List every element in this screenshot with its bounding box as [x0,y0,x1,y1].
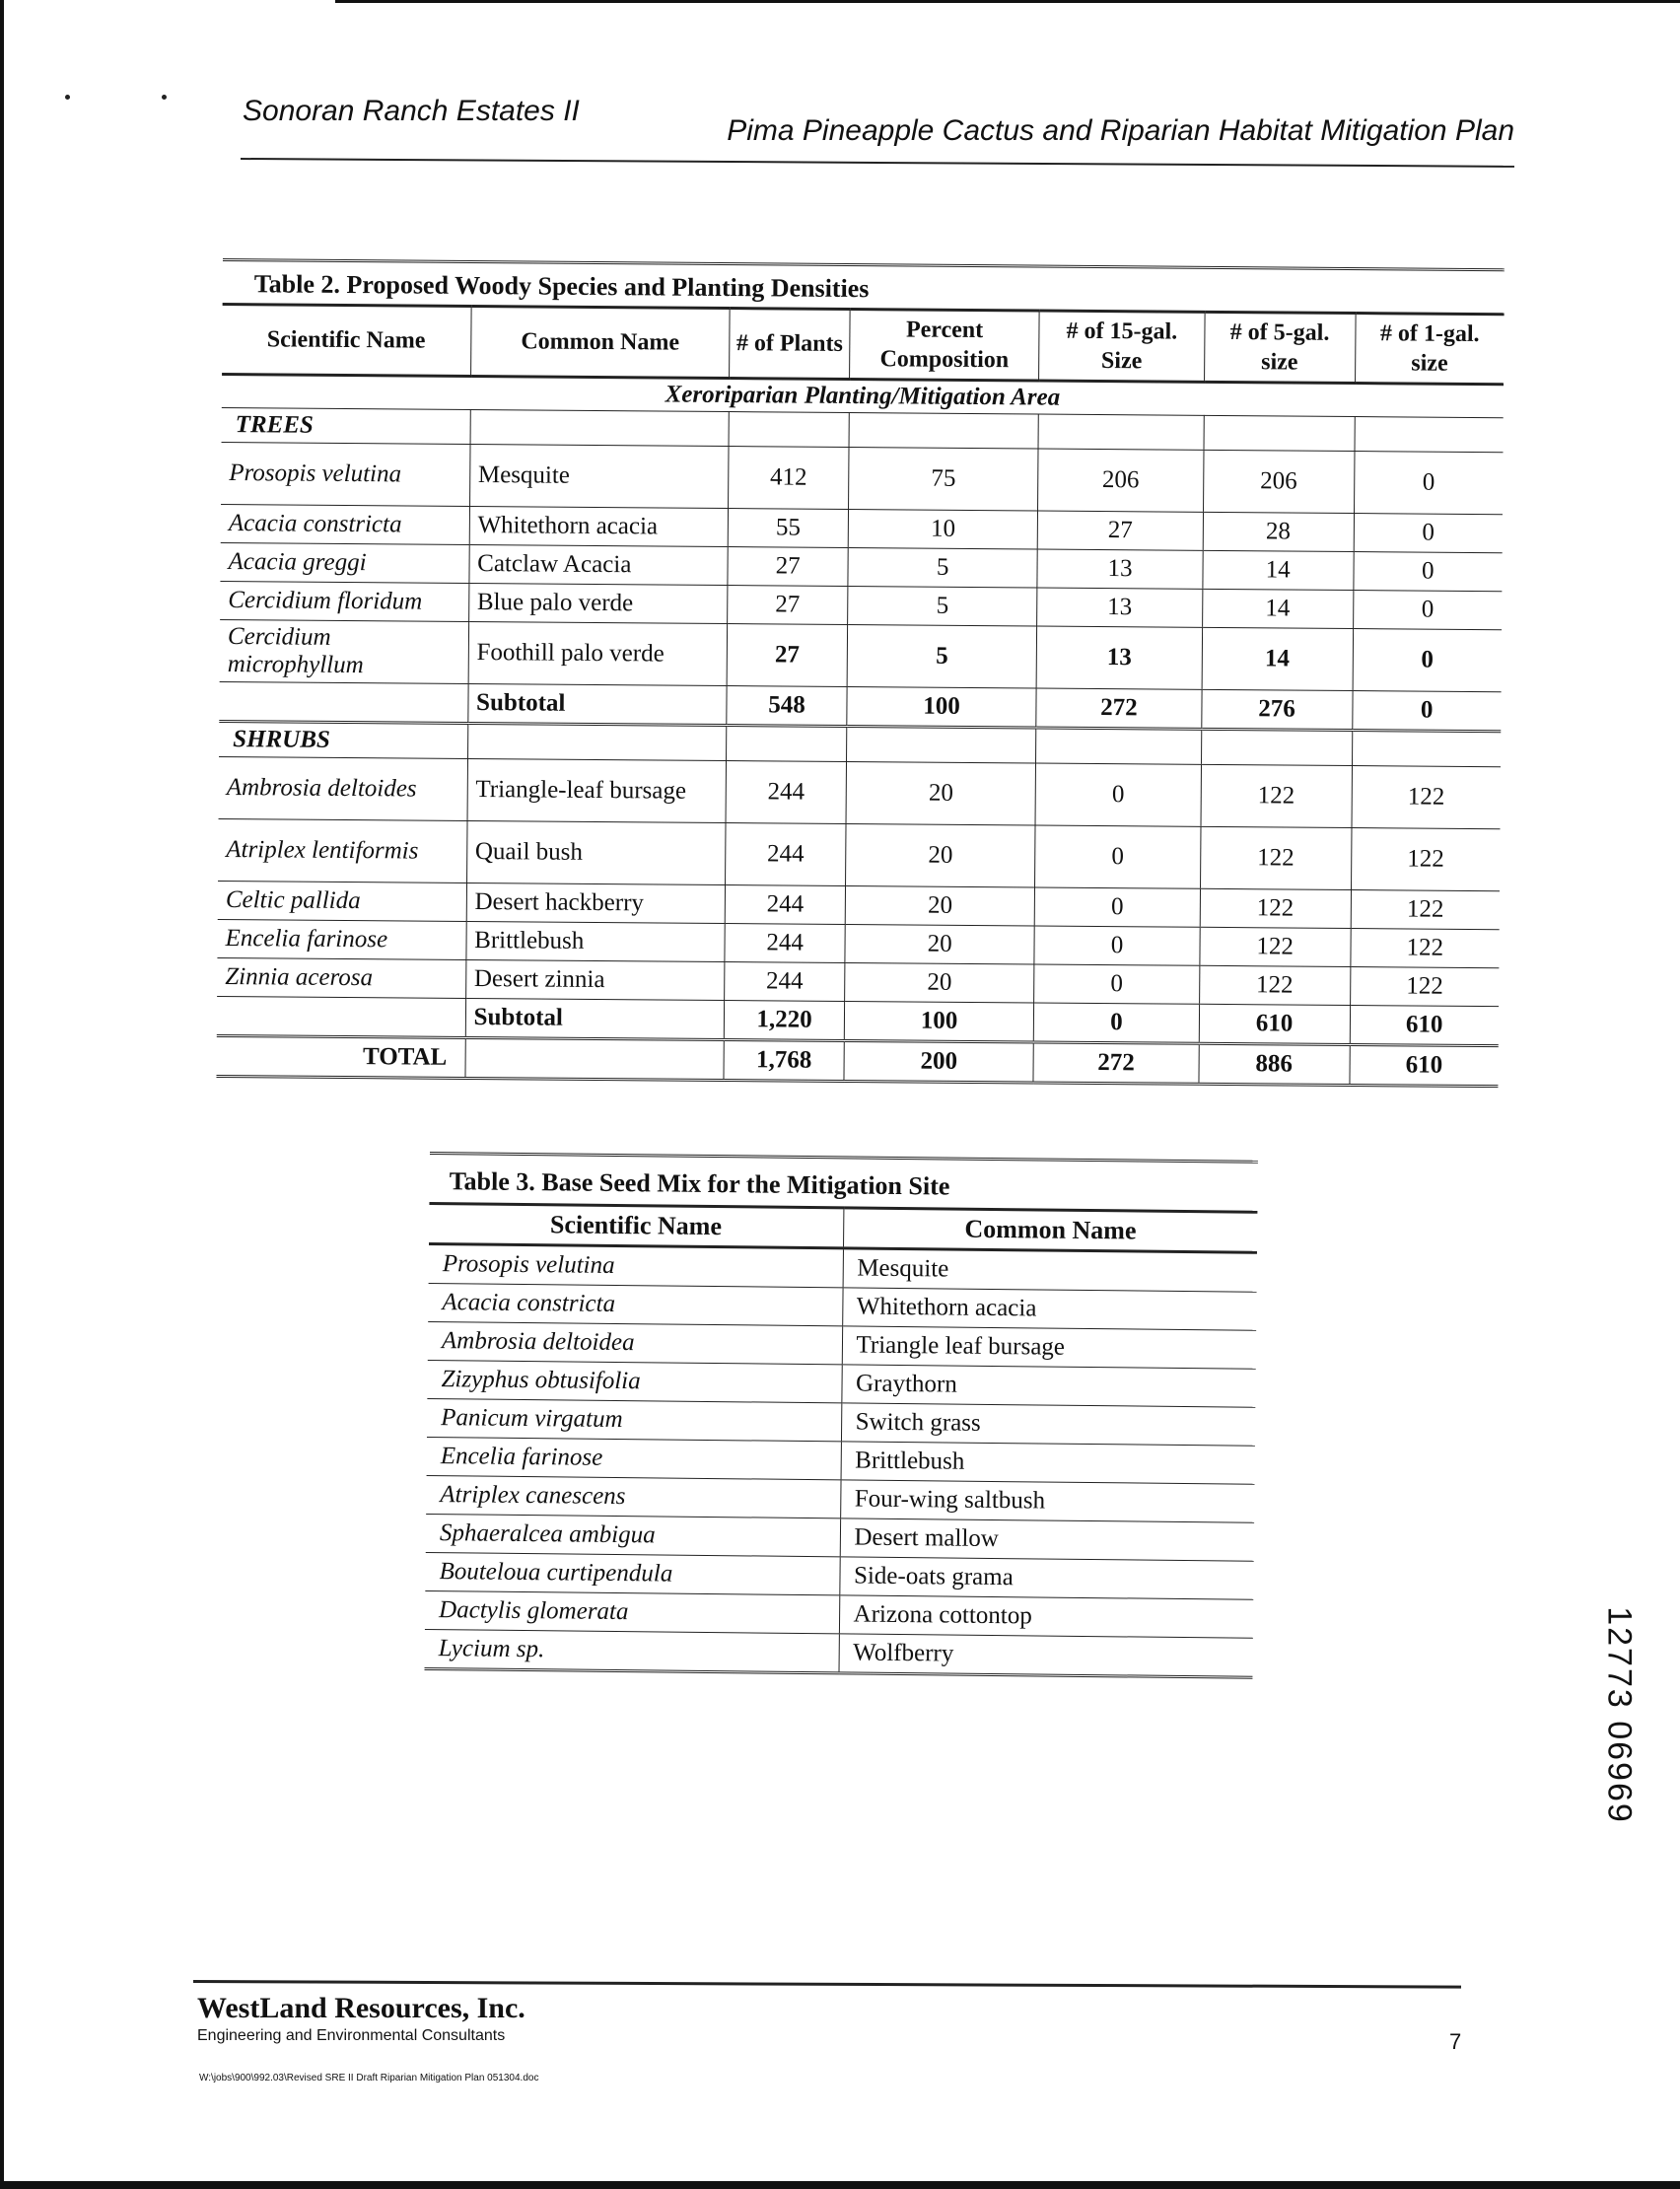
count-15-gal: 0 [1034,1003,1200,1043]
count-5-gal: 122 [1199,965,1350,1005]
common-name: Desert zinnia [465,959,725,1000]
count-1-gal: 0 [1352,691,1501,732]
count-5-gal: 276 [1201,689,1352,730]
common-name: Brittlebush [841,1442,1255,1484]
count-5-gal: 14 [1202,589,1353,628]
scan-border-top [335,0,1680,3]
subtotal-label: Subtotal [465,998,725,1039]
count-5-gal: 122 [1200,927,1351,966]
scientific-name: Cercidium microphyllum [220,619,469,683]
percent-composition: 5 [848,547,1038,588]
common-name: Desert mallow [840,1518,1254,1561]
plants-count: 27 [728,586,848,625]
plants-count: 244 [726,761,846,824]
empty-cell [727,726,847,762]
scan-speck [162,95,167,100]
count-1-gal: 610 [1350,1045,1499,1087]
plants-count: 1,768 [724,1040,844,1082]
total-label: TOTAL [216,1035,464,1078]
empty-cell [1204,415,1355,451]
scientific-name: Acacia constricta [428,1283,842,1325]
empty-cell [1038,414,1204,450]
empty-cell [849,412,1038,449]
table-3 [424,1152,1257,1679]
scientific-name: Ambrosia deltoidea [428,1321,842,1364]
empty-cell [1352,731,1501,767]
scientific-name: Prosopis velutina [429,1243,843,1287]
count-5-gal: 206 [1203,450,1354,513]
count-1-gal: 122 [1352,766,1501,829]
column-header: Common Name [470,306,730,378]
count-15-gal: 272 [1033,1042,1199,1084]
column-header: Common Name [843,1208,1257,1252]
empty-cell [465,1037,725,1080]
footer-company-name: WestLand Resources, Inc. [197,1992,525,2024]
table-row [218,818,1500,890]
plants-count: 27 [727,624,847,687]
common-name: Quail bush [466,820,726,884]
count-1-gal: 0 [1353,591,1502,630]
table-2-grid [216,303,1504,1088]
count-5-gal: 14 [1203,550,1354,590]
scientific-name: Atriplex lentiformis [218,818,467,883]
empty-cell [1201,729,1352,765]
document-control-number [1599,1578,1639,1854]
count-1-gal: 0 [1353,629,1502,692]
scientific-name: Panicum virgatum [427,1398,841,1441]
common-name: Whitethorn acacia [469,506,729,546]
table-2 [216,258,1504,1088]
area-label: Xeroriparian Planting/Mitigation Area [222,374,1504,417]
header-project-name: Sonoran Ranch Estates II [243,95,580,127]
count-15-gal: 0 [1034,964,1200,1004]
count-5-gal: 122 [1201,764,1352,827]
table-row [220,619,1502,691]
common-name: Mesquite [469,444,729,508]
empty-cell [470,409,730,446]
plants-count: 412 [729,447,849,510]
plants-count: 244 [726,823,846,886]
table-3-grid [424,1202,1257,1679]
count-15-gal: 27 [1037,511,1203,550]
scientific-name: Ambrosia deltoides [219,756,468,820]
empty-cell [1036,728,1202,764]
plants-count: 55 [728,509,848,548]
count-5-gal: 14 [1202,627,1353,690]
scientific-name: Atriplex canescens [426,1475,840,1518]
count-1-gal: 0 [1353,552,1502,592]
common-name: Foothill palo verde [468,621,728,685]
scan-border-bottom [0,2181,1680,2189]
column-header: # of 5-gal. size [1204,312,1355,383]
count-15-gal: 0 [1035,763,1201,826]
count-1-gal: 122 [1351,890,1500,930]
percent-composition: 20 [845,924,1035,964]
common-name: Four-wing saltbush [840,1480,1254,1522]
percent-composition: 20 [846,761,1036,825]
scientific-name: Celtic pallida [218,881,466,921]
column-header: # of 1-gal. size [1355,314,1504,385]
column-header: # of 15-gal. Size [1039,311,1205,382]
column-header: # of Plants [730,309,850,380]
percent-composition: 75 [849,447,1039,511]
count-15-gal: 13 [1036,626,1202,689]
percent-composition: 20 [846,823,1036,887]
count-5-gal: 610 [1199,1004,1350,1044]
scientific-name: Dactylis glomerata [425,1590,839,1633]
table-2-caption: Table 2. Proposed Woody Species and Planting Densities [223,258,1505,313]
scientific-name: Bouteloua curtipendula [425,1552,839,1594]
scientific-name: Prosopis velutina [221,442,470,506]
count-1-gal: 0 [1354,514,1503,553]
column-header: Percent Composition [850,309,1040,381]
count-1-gal: 122 [1350,967,1499,1007]
empty-cell [217,996,465,1037]
table-row [425,1629,1253,1677]
scientific-name: Cercidium floridum [220,581,468,621]
scientific-name: Encelia farinose [427,1437,841,1479]
page-number: 7 [1449,2029,1462,2054]
scan-speck [65,95,70,100]
common-name: Blue palo verde [468,583,728,623]
scientific-name: Zizyphus obtusifolia [427,1360,841,1402]
percent-composition: 20 [845,885,1035,926]
common-name: Catclaw Acacia [469,544,729,585]
count-5-gal: 122 [1200,888,1351,928]
count-1-gal: 610 [1350,1006,1499,1046]
percent-composition: 100 [847,686,1037,728]
percent-composition: 5 [848,586,1038,626]
scientific-name: Zinnia acerosa [217,957,465,998]
plants-count: 1,220 [724,1001,844,1041]
common-name: Switch grass [841,1403,1255,1446]
count-15-gal: 272 [1036,688,1202,729]
footer-rule [193,1980,1461,1989]
common-name: Brittlebush [466,921,726,961]
scientific-name: Lycium sp. [425,1629,839,1672]
table-3-caption: Table 3. Base Seed Mix for the Mitigation Site [429,1152,1257,1211]
count-1-gal: 0 [1354,452,1503,515]
common-name: Graythorn [841,1365,1255,1407]
plants-count: 244 [725,962,845,1002]
count-1-gal: 122 [1351,828,1500,891]
scientific-name: Acacia constricta [221,504,469,544]
empty-cell [729,412,849,448]
column-header: Scientific Name [429,1203,843,1247]
empty-cell [219,681,467,723]
plants-count: 244 [725,924,845,963]
subtotal-label: Subtotal [467,683,727,725]
count-5-gal: 28 [1203,512,1354,551]
percent-composition: 100 [844,1001,1034,1042]
common-name: Desert hackberry [466,883,726,923]
section-label: SHRUBS [219,721,467,758]
plants-count: 244 [725,885,845,925]
table-row [221,442,1503,514]
empty-cell [847,726,1036,763]
total-row [216,1035,1498,1086]
footer-file-path: W:\jobs\900\992.03\Revised SRE II Draft Riparian Mitigation Plan 051304.doc [199,2073,539,2083]
scientific-name: Sphaeralcea ambigua [426,1514,840,1556]
count-15-gal: 13 [1037,549,1203,589]
table-2-header-row [222,304,1505,384]
count-15-gal: 13 [1037,588,1203,627]
table-row [219,756,1501,828]
count-5-gal: 886 [1199,1043,1350,1085]
percent-composition: 20 [845,962,1035,1003]
empty-cell [467,723,727,760]
column-header: Scientific Name [222,304,471,376]
header-rule [241,158,1514,168]
plants-count: 27 [728,547,848,587]
scan-border-left [0,0,4,2189]
common-name: Whitethorn acacia [842,1288,1256,1330]
percent-composition: 10 [848,509,1038,549]
count-15-gal: 0 [1034,887,1200,927]
count-15-gal: 0 [1035,825,1201,888]
common-name: Wolfberry [838,1634,1252,1677]
count-1-gal: 122 [1350,929,1499,968]
common-name: Side-oats grama [839,1557,1253,1599]
document-control-number-text: 12773 06969 [1600,1606,1639,1824]
percent-composition: 200 [844,1040,1034,1083]
header-document-title: Pima Pineapple Cactus and Riparian Habitat Mitigation Plan [727,114,1514,147]
footer-company-tagline: Engineering and Environmental Consultants [197,2027,506,2044]
count-15-gal: 206 [1038,449,1204,512]
percent-composition: 5 [847,624,1037,688]
common-name: Triangle leaf bursage [842,1326,1256,1369]
common-name: Triangle-leaf bursage [467,758,727,822]
count-5-gal: 122 [1200,826,1351,889]
count-15-gal: 0 [1034,926,1200,965]
section-label: TREES [222,407,470,444]
scientific-name: Acacia greggi [220,542,468,583]
common-name: Mesquite [843,1248,1257,1292]
common-name: Arizona cottontop [839,1595,1253,1638]
empty-cell [1355,417,1504,453]
plants-count: 548 [727,686,847,727]
scientific-name: Encelia farinose [217,919,465,959]
